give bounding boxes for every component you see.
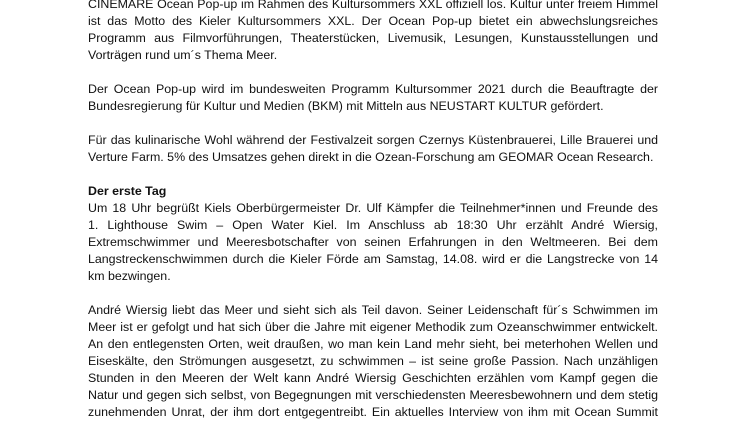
text-line: Eiseskälte, den Strömungen ausgesetzt, zu schwimmen – ist seine große Passion. Nach unzähligen: [88, 354, 658, 368]
text-line: Meer ist er gefolgt und hat sich über die Jahre mit eigener Methodik zum Ozeanschwimmer entwickelt.: [88, 320, 658, 334]
paragraph-spacer: [88, 115, 658, 132]
text-line: CINEMARE Ocean Pop-up im Rahmen des Kultursommers XXL offiziell los. Kultur unter freiem Himmel: [88, 0, 658, 11]
text-line: ist das Motto des Kieler Kultursommers XXL. Der Ocean Pop-up bietet ein abwechslungsreiches: [88, 14, 658, 28]
text-line: Stunden in den Meeren der Welt kann André Wiersig Geschichten erzählen vom Kampf gegen die: [88, 371, 658, 385]
text-line: Programm aus Filmvorführungen, Theaterstücken, Livemusik, Lesungen, Kunstausstellungen und: [88, 31, 658, 45]
paragraph-first-day: [88, 183, 658, 285]
text-line: Bundesregierung für Kultur und Medien (BKM) mit Mitteln aus NEUSTART KULTUR gefördert.: [88, 99, 604, 113]
text-line: Natur und gegen sich selbst, von Begegnungen mit verschiedensten Meeresbewohnern und dem stetig: [88, 388, 658, 402]
section-heading: Der erste Tag: [88, 184, 167, 198]
text-line: André Wiersig liebt das Meer und sieht sich als Teil davon. Seiner Leidenschaft für´s Schwimmen im: [88, 303, 658, 317]
text-line: An den entlegensten Orten, weit draußen, wo man kein Land mehr sieht, bei meterhohen Wellen und: [88, 337, 658, 351]
paragraph-spacer: [88, 285, 658, 302]
text-line: km bezwingen.: [88, 269, 171, 283]
text-line: zunehmenden Unrat, der ihm dort entgegentreibt. Ein aktuelles Interview von ihm mit Ocean Summit: [88, 405, 658, 419]
text-line: Verture Farm. 5% des Umsatzes gehen direkt in die Ozean-Forschung am GEOMAR Ocean Research.: [88, 150, 654, 164]
text-line: Für das kulinarische Wohl während der Festivalzeit sorgen Czernys Küstenbrauerei, Lille Brauerei und: [88, 133, 658, 147]
paragraph-intro: [88, 0, 658, 64]
text-line: Extremschwimmer und Meeresbotschafter von seinen Erfahrungen in den Weltmeeren. Bei dem: [88, 235, 658, 249]
document-page: [88, 0, 658, 421]
paragraph-funding: [88, 81, 658, 115]
text-line: Langstreckenschwimmen durch die Kieler Förde am Samstag, 14.08. wird er die Langstrecke von 14: [88, 252, 658, 266]
paragraph-spacer: [88, 166, 658, 183]
text-line: Um 18 Uhr begrüßt Kiels Oberbürgermeister Dr. Ulf Kämpfer die Teilnehmer*innen und Freunde des: [88, 201, 658, 215]
paragraph-wiersig: [88, 302, 658, 421]
paragraph-spacer: [88, 64, 658, 81]
text-line: 1. Lighthouse Swim – Open Water Kiel. Im Anschluss ab 18:30 Uhr erzählt André Wiersig,: [88, 218, 658, 232]
paragraph-catering: [88, 132, 658, 166]
text-line: Der Ocean Pop-up wird im bundesweiten Programm Kultursommer 2021 durch die Beauftragte der: [88, 82, 658, 96]
text-line: Vorträgen rund um´s Thema Meer.: [88, 48, 278, 62]
